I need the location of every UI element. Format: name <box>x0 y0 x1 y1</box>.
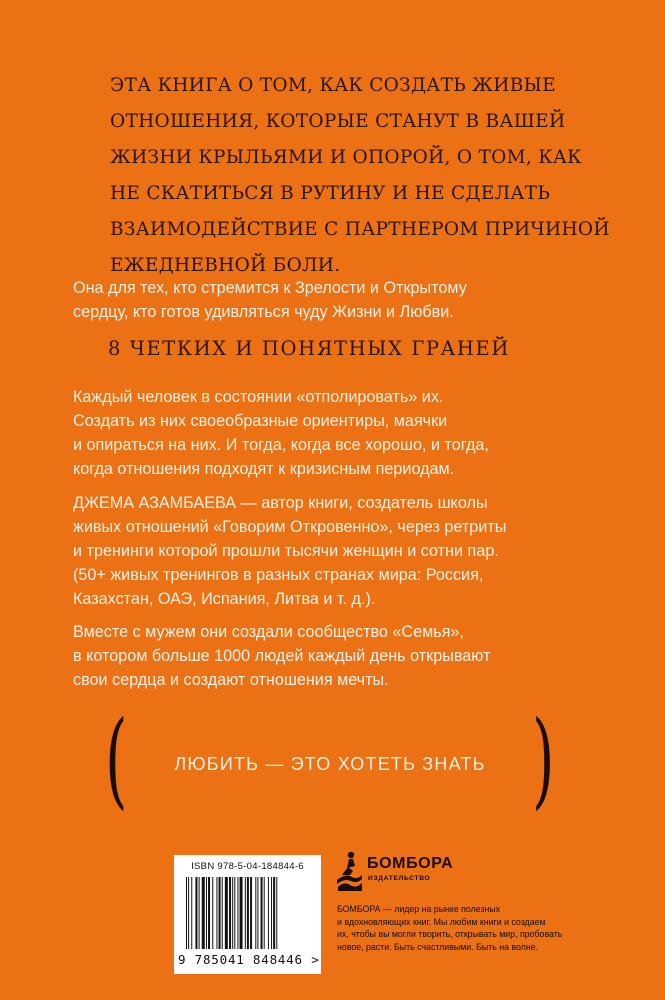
blurb-line: новое, расти. Быть счастливыми. Быть на волне. <box>337 942 539 953</box>
paragraph-line: когда отношения подходят к кризисным периодам. <box>73 460 455 478</box>
paragraph-line: живых отношений «Говорим Откровенно», через ретриты <box>73 518 507 536</box>
blurb-line: их, чтобы вы могли творить, открывать мир, пробовать <box>337 929 563 940</box>
paragraph-line: ДЖЕМА АЗАМБАЕВА — автор книги, создатель школы <box>73 494 488 512</box>
facets-heading: 8 ЧЕТКИХ И ПОНЯТНЫХ ГРАНЕЙ <box>108 337 510 360</box>
isbn-number: ISBN 978-5-04-184844-6 <box>191 861 304 872</box>
lead-line: НЕ СКАТИТЬСЯ В РУТИНУ И НЕ СДЕЛАТЬ <box>110 183 551 204</box>
barcode-panel <box>174 855 321 974</box>
publisher-logo <box>334 845 454 895</box>
community-paragraph <box>73 620 613 692</box>
close-parenthesis: ) <box>532 698 555 820</box>
lead-line: ЭТА КНИГА О ТОМ, КАК СОЗДАТЬ ЖИВЫЕ <box>110 75 556 96</box>
publisher-name: БОМБОРА <box>367 855 454 872</box>
quote-block <box>105 698 555 820</box>
paragraph-line: Создать из них своеобразные ориентиры, маячки <box>73 412 448 430</box>
paragraph-line: Она для тех, кто стремится к Зрелости и Открытому <box>73 279 467 297</box>
barcode-bars <box>184 877 314 949</box>
paragraph-line: в котором больше 1000 людей каждый день открывают <box>73 647 491 665</box>
lead-line: ЕЖЕДНЕВНОЙ БОЛИ. <box>110 255 341 276</box>
publisher-blurb <box>337 903 597 954</box>
paragraph-line: свои сердца и создают отношения мечты. <box>73 671 389 689</box>
paragraph-line: (50+ живых тренингов в разных странах мира: Россия, <box>73 566 484 584</box>
paragraph-line: Казахстан, ОАЭ, Испания, Литва и т. д.). <box>73 590 376 608</box>
author-paragraph <box>73 491 613 611</box>
lead-line: ОТНОШЕНИЯ, КОТОРЫЕ СТАНУТ В ВАШЕЙ <box>110 111 566 132</box>
blurb-line: БОМБОРА — лидер на рынке полезных <box>337 904 501 914</box>
paragraph-line: и опираться на них. И тогда, когда все хорошо, и тогда, <box>73 436 489 454</box>
wave-rider-icon <box>334 847 364 893</box>
paragraph-line: и тренинги которой прошли тысячи женщин и сотни пар. <box>73 542 499 560</box>
audience-paragraph <box>73 276 613 324</box>
barcode-digits: 9 785041 848446 > <box>178 952 320 967</box>
paragraph-line: Вместе с мужем они создали сообщество «Семья», <box>73 623 464 641</box>
lead-text <box>110 68 630 284</box>
open-parenthesis: ( <box>105 698 128 820</box>
facets-paragraph <box>73 385 613 481</box>
paragraph-line: Каждый человек в состоянии «отполировать» их. <box>73 388 444 406</box>
quote-text: ЛЮБИТЬ — ЭТО ХОТЕТЬ ЗНАТЬ <box>174 754 486 774</box>
blurb-line: и вдохновляющих книг. Мы любим книги и создаем <box>337 916 546 927</box>
publisher-subtitle: ИЗДАТЕЛЬСТВО <box>368 875 431 882</box>
lead-line: ЖИЗНИ КРЫЛЬЯМИ И ОПОРОЙ, О ТОМ, КАК <box>110 147 582 168</box>
paragraph-line: сердцу, кто готов удивляться чуду Жизни и Любви. <box>73 303 454 321</box>
lead-line: ВЗАИМОДЕЙСТВИЕ С ПАРТНЕРОМ ПРИЧИНОЙ <box>110 219 610 240</box>
